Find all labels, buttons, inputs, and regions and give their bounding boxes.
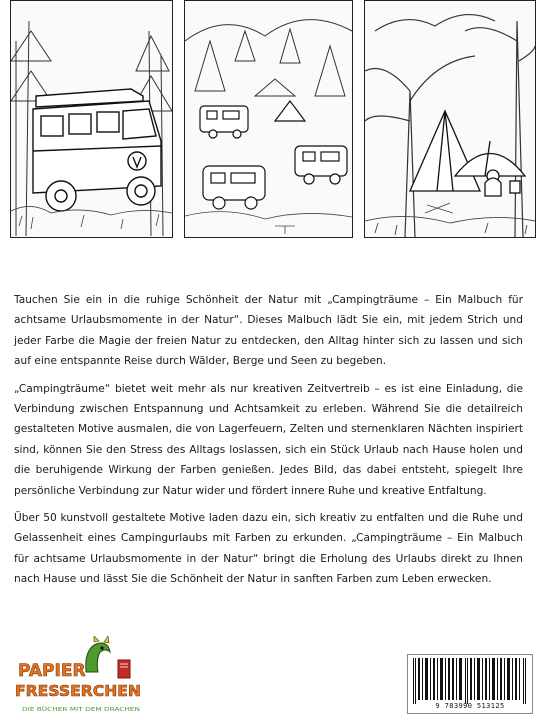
- book-icon: [118, 660, 130, 678]
- publisher-logo: [14, 636, 146, 716]
- logo-tagline: DIE BÜCHER MIT DEM DRACHEN: [22, 707, 106, 713]
- camper-van-illustration: [10, 0, 173, 238]
- preview-thumbnails: [0, 0, 545, 238]
- isbn-digits: 9 783990 513125: [435, 702, 505, 710]
- description-paragraph-2: „Campingträume“ bietet weit mehr als nur kreativen Zeitvertreib – es ist eine Einladung, die Verbindung zwischen Entspannung und Achtsamkeit zu erleben. Während Sie die detailreich gestalteten Motive ausmalen, die von Lagerfeuern, Zelten und sternenklaren Nächten inspiriert sind, können Sie den Stress des Alltags loslassen, sich ein Stück Urlaub nach Hause holen und die beruhigende Wirkung der Farben genießen. Jedes Bild, das dabei entsteht, spiegelt Ihre persönliche Verbindung zur Natur wider und fördert innere Ruhe und kreative Entfaltung.: [14, 382, 523, 497]
- logo-line1: PAPIER: [18, 661, 86, 681]
- tent-forest-illustration: [364, 0, 536, 238]
- description-paragraph-3: Über 50 kunstvoll gestaltete Motive laden dazu ein, sich kreativ zu entfalten und die Ruhe und Gelassenheit eines Campingurlaubs mit Farben zu erkunden. „Campingträume – Ein Malbuch für achtsame Urlaubsmomente in der Natur“ bringt die Erholung des Urlaubs direkt zu Ihnen nach Hause und lässt Sie die Schönheit der Natur in sanften Farben zum Leben erwecken.: [14, 512, 523, 586]
- book-description: [14, 290, 523, 597]
- description-paragraph-1: Tauchen Sie ein in die ruhige Schönheit der Natur mit „Campingträume – Ein Malbuch für achtsame Urlaubsmomente in der Natur“. Dieses Malbuch lädt Sie ein, mit jedem Strich und jeder Farbe die Magie der freien Natur zu entdecken, den Alltag hinter sich zu lassen und sich auf eine entspannte Reise durch Wälder, Berge und Seen zu begeben.: [14, 294, 523, 368]
- dragon-icon: [86, 636, 110, 672]
- logo-line2: FRESSERCHEN: [15, 682, 141, 700]
- campsite-caravans-illustration: [184, 0, 353, 238]
